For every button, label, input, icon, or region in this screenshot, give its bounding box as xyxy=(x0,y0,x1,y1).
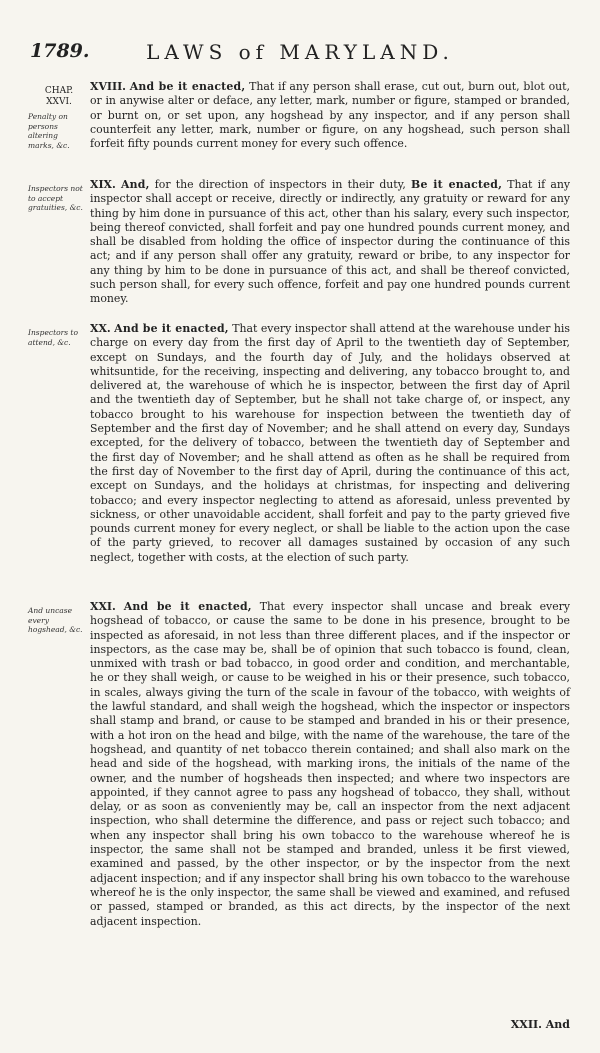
enacting-clause: And be it enacted, xyxy=(129,80,246,93)
section-text: That if any person shall erase, cut out, burn out, blot out, or in anywise alter or deface, any letter, mark, number or figure, stamped or branded, or burnt on, or set upon, any hogshead by any inspector, and if any person shall counterfeit any letter, mark, number or figure, on any hogshead, such person shall forfeit fifty pounds current money for every such offence. xyxy=(90,80,570,151)
section-xx xyxy=(90,322,570,565)
section-number: XVIII. xyxy=(90,80,126,93)
page-title: LAWS of MARYLAND. xyxy=(146,40,454,64)
enacting-clause: And, xyxy=(121,178,150,191)
section-text: That every inspector shall attend at the warehouse under his charge on every day from the first day of April to the twentieth day of September, except on Sundays, and the fourth day of July, and the holidays observed at whitsuntide, for the receiving, inspecting and delivering, any tobacco brought to, and delivered at, the warehouse of which he is inspector, between the first day of April and the twentieth day of September, but he shall not take charge of, or inspect, any tobacco brought to his warehouse for inspection between the twentieth day of September and the first day of November; and he shall attend on every day, Sundays excepted, for the delivery of tobacco, between the twentieth day of September and the first day of November; and he shall attend as often as he shall be required from the first day of November to the first day of April, during the continuance of this act, except on Sundays, and the holidays at christmas, for inspecting and delivering tobacco; and every inspector neglecting to attend as aforesaid, unless prevented by sickness, or other unavoidable accident, shall forfeit and pay to the party grieved five pounds current money for every neglect, or shall be liable to the action upon the case of the party grieved, to recover all damages sustained by occasion of any such neglect, together with costs, at the election of such party. xyxy=(90,322,570,564)
section-number: XIX. xyxy=(90,178,116,191)
enacting-clause-2: Be it enacted, xyxy=(411,178,503,191)
chapter-label xyxy=(36,86,82,108)
section-xix xyxy=(90,178,570,307)
section-text: That if any inspector shall accept or receive, directly or indirectly, any gratuity or reward for any thing by him done in pursuance of this act, other than his salary, every such inspector, being thereof convicted, shall forfeit and pay one hundred pounds current money, and shall be disabled from holding the office of inspector during the continuance of this act; and if any person shall offer any gratuity, reward or bribe, to any inspector for any thing by him to be done in pursuance of this act, and shall be thereof convicted, such person shall, for every such offence, forfeit and pay one hundred pounds current money. xyxy=(90,178,570,306)
margin-note-gratuities: Inspectors not to accept gratuities, &c. xyxy=(28,184,83,212)
section-text: That every inspector shall uncase and break every hogshead of tobacco, or cause the same to be done in his presence, brought to be inspected as aforesaid, in not less than three different places, and if the inspector or inspectors, as the case may be, shall be of opinion that such tobacco is found, clean, unmixed with trash or bad tobacco, in good order and condition, and merchantable, he or they shall weigh, or cause to be weighed in his or their presence, such tobacco, in scales, always giving the turn of the scale in favour of the tobacco, with weights of the lawful standard, and shall weigh the hogshead, which the inspector or inspectors shall stamp and brand, or cause to be stamped and branded in his or their presence, with a hot iron on the head and bilge, with the name of the warehouse, the tare of the hogshead, and quantity of net tobacco therein contained; and shall also mark on the head and side of the hogshead, with marking irons, the initials of the name of the owner, and the number of hogsheads then inspected; and where two inspectors are appointed, if they cannot agree to pass any hogshead of tobacco, they shall, without delay, or as soon as conveniently may be, call an inspector from the next adjacent inspection, who shall determine the difference, and pass or reject such tobacco; and when any inspector shall bring his own tobacco to the warehouse whereof he is inspector, the same shall not be stamped and branded, unless it be first viewed, examined and passed, by the other inspector, or by the inspector from the next adjacent inspection; and if any inspector shall bring his own tobacco to the warehouse whereof he is the only inspector, the same shall be viewed and examined, and refused or passed, stamped or branded, as this act directs, by the inspector of the next adjacent inspection. xyxy=(90,600,570,928)
section-text-intro: for the direction of inspectors in their duty, xyxy=(149,178,412,191)
margin-note-penalty: Penalty on persons altering marks, &c. xyxy=(28,112,70,150)
section-xxi xyxy=(90,600,570,929)
page-header xyxy=(0,40,600,70)
margin-note-attend: Inspectors to attend, &c. xyxy=(28,328,78,347)
enacting-clause: And be it enacted, xyxy=(123,600,252,613)
section-number: XXI. xyxy=(90,600,116,613)
chapter-number: XXVI. xyxy=(46,97,72,107)
section-number: XX. xyxy=(90,322,111,335)
margin-note-uncase: And uncase every hogshead, &c. xyxy=(28,606,83,634)
chapter-label-text: CHAP. xyxy=(44,86,74,96)
catchword: XXII. And xyxy=(510,1018,570,1031)
section-xviii xyxy=(90,80,570,151)
enacting-clause: And be it enacted, xyxy=(114,322,229,335)
page-year: 1789. xyxy=(30,40,90,62)
